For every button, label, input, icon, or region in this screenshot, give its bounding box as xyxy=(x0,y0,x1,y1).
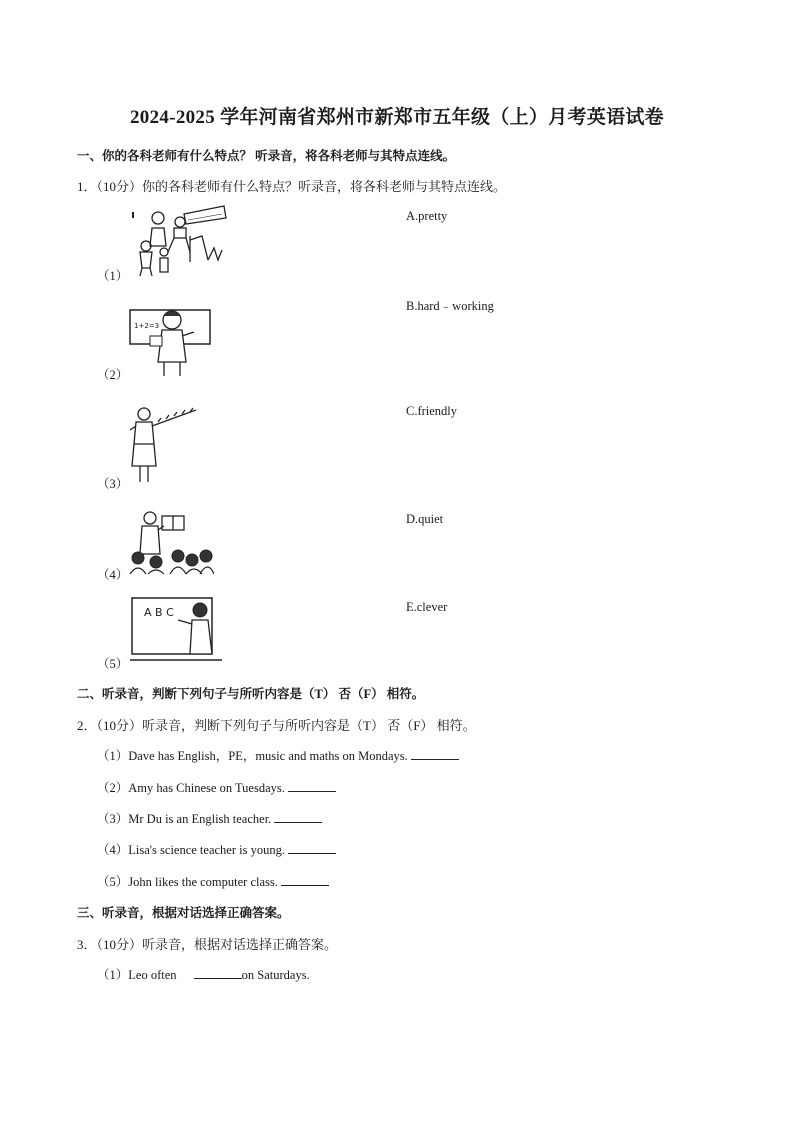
list-item xyxy=(97,872,329,890)
list-item xyxy=(97,965,310,983)
item-number: （1） xyxy=(97,968,129,982)
list-item xyxy=(97,840,336,858)
item-text: Leo often xyxy=(128,968,180,982)
question-3: 3．（10分）听录音，根据对话选择正确答案。 xyxy=(77,937,338,952)
abc-teacher-icon xyxy=(128,596,224,666)
section-1-heading: 一、你的各科老师有什么特点？ 听录音，将各科老师与其特点连线。 xyxy=(77,149,456,163)
item-number: （4） xyxy=(97,843,129,857)
item-text-after: on Saturdays. xyxy=(241,968,310,982)
answer-blank[interactable] xyxy=(288,841,336,854)
option-d: D.quiet xyxy=(406,512,444,526)
abc-text: A B C xyxy=(144,606,174,619)
list-item xyxy=(97,778,336,796)
section-2-heading: 二、听录音，判断下列句子与所听内容是（T） 否（F） 相符。 xyxy=(77,687,425,701)
picture-5-label: （5） xyxy=(97,657,129,671)
item-number: （3） xyxy=(97,812,129,826)
option-a: A.pretty xyxy=(406,209,448,223)
list-item xyxy=(97,809,322,827)
item-text: John likes the computer class. xyxy=(128,875,282,889)
answer-blank[interactable] xyxy=(288,779,336,792)
question-1: 1．（10分）你的各科老师有什么特点？听录音，将各科老师与其特点连线。 xyxy=(77,179,507,194)
option-b: B.hard﹣working xyxy=(406,299,494,313)
question-2: 2．（10分）听录音，判断下列句子与所听内容是（T） 否（F） 相符。 xyxy=(77,718,476,733)
answer-blank[interactable] xyxy=(411,747,459,760)
singing-teacher-icon xyxy=(128,404,200,486)
option-e: E.clever xyxy=(406,600,448,614)
blackboard-text: 1+2=3 xyxy=(134,322,160,330)
teacher-at-blackboard-icon xyxy=(128,306,214,378)
list-item xyxy=(97,746,459,764)
picture-4-label: （4） xyxy=(97,568,129,582)
option-c: C.friendly xyxy=(406,404,458,418)
teacher-reading-to-class-icon xyxy=(128,510,214,576)
item-text: Dave has English，PE，music and maths on Mondays. xyxy=(128,749,411,763)
answer-blank[interactable] xyxy=(274,810,322,823)
item-number: （5） xyxy=(97,875,129,889)
item-number: （1） xyxy=(97,749,129,763)
item-number: （2） xyxy=(97,781,129,795)
item-text: Amy has Chinese on Tuesdays. xyxy=(128,781,288,795)
section-3-heading: 三、听录音，根据对话选择正确答案。 xyxy=(77,906,290,920)
answer-blank[interactable] xyxy=(281,873,329,886)
answer-blank[interactable] xyxy=(194,966,242,979)
item-text: Lisa's science teacher is young. xyxy=(128,843,289,857)
picture-1-label: （1） xyxy=(97,269,129,283)
item-text: Mr Du is an English teacher. xyxy=(128,812,275,826)
teacher-with-children-icon xyxy=(128,202,228,278)
picture-2-label: （2） xyxy=(97,368,129,382)
picture-3-label: （3） xyxy=(97,477,129,491)
page-title: 2024-2025 学年河南省郑州市新郑市五年级（上）月考英语试卷 xyxy=(130,107,664,128)
